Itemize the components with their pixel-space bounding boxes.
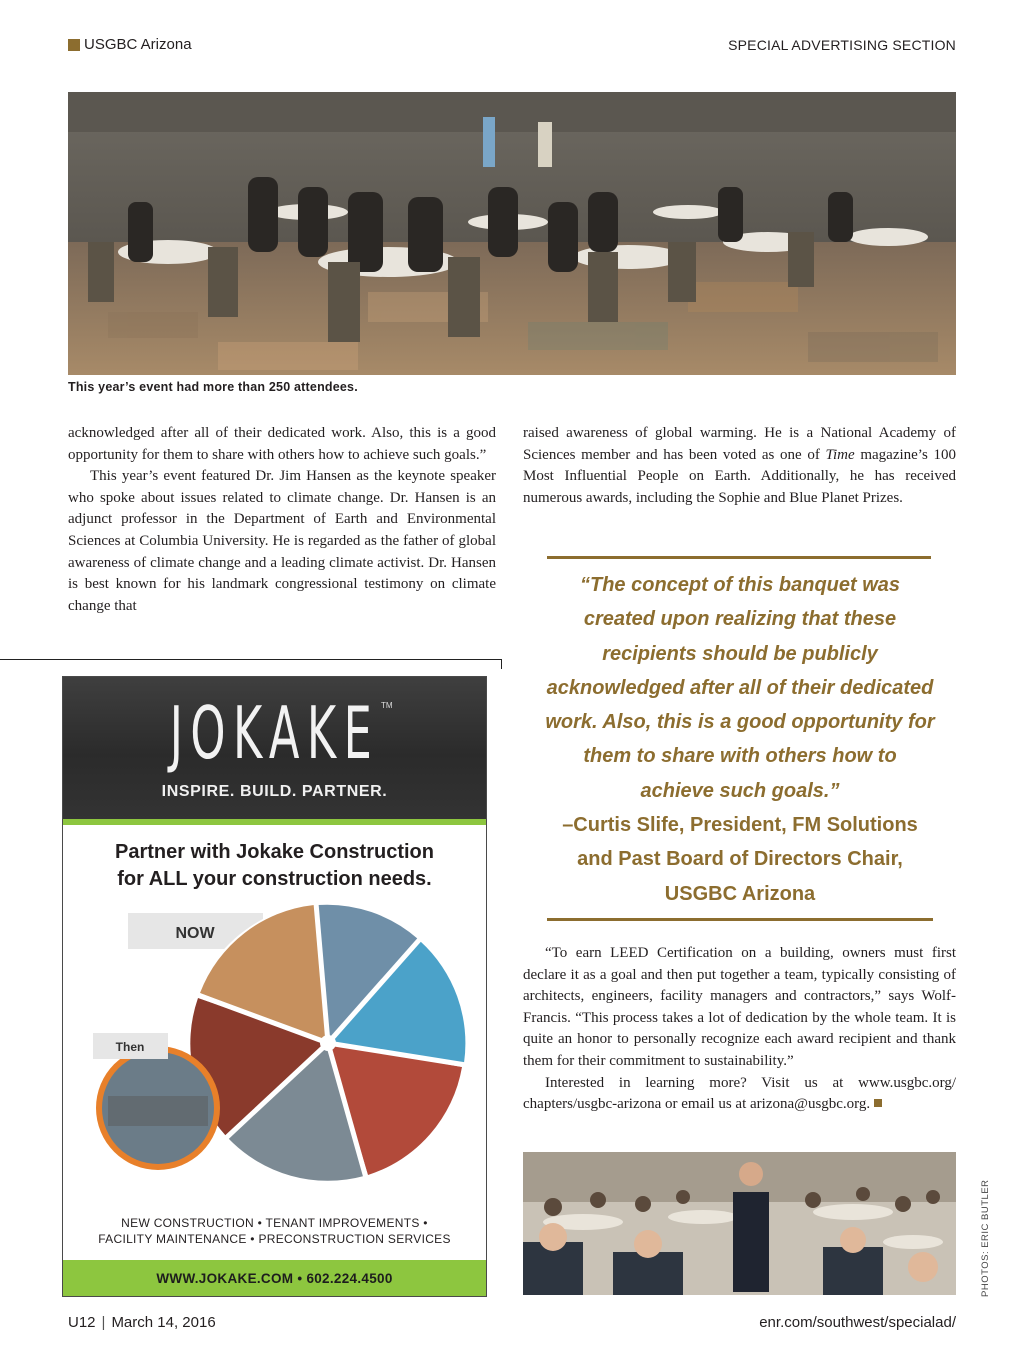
now-label: NOW	[175, 925, 215, 942]
page-footer-left	[68, 1314, 216, 1331]
services-line: FACILITY MAINTENANCE • PRECONSTRUCTION SERVICES	[98, 1231, 451, 1246]
advertising-section-label: SPECIAL ADVERTISING SECTION	[728, 37, 956, 53]
paragraph	[523, 423, 956, 509]
end-mark-icon	[874, 1099, 882, 1107]
article-column-right-bottom	[523, 943, 956, 1116]
magazine-name: Time	[825, 446, 855, 463]
ad-headline-line: for ALL your construction needs.	[117, 868, 432, 890]
issue-date: March 14, 2016	[111, 1314, 216, 1331]
text-run: raised awareness of global warming. He is a National Academy of Sciences member and has been voted as one of	[523, 425, 956, 463]
section-name: USGBC Arizona	[84, 36, 192, 53]
then-label: Then	[115, 1040, 145, 1054]
pullquote-attribution: –Curtis Slife, President, FM Solutions and Past Board of Directors Chair, USGBC Arizona	[562, 814, 918, 905]
ad-headline-line: Partner with Jokake Construction	[115, 841, 434, 863]
services-line: NEW CONSTRUCTION • TENANT IMPROVEMENTS •	[121, 1216, 428, 1230]
jokake-advertisement[interactable]	[62, 676, 487, 1297]
text-run: Interested in learning more? Visit us at www.usgbc.org/ chapters/usgbc-arizona or email us at arizona@usgbc.org.	[523, 1074, 956, 1113]
ad-contact-bar[interactable]	[63, 1260, 486, 1296]
pullquote	[545, 568, 935, 911]
footer-url[interactable]: enr.com/southwest/specialad/	[759, 1314, 956, 1331]
paragraph: acknowledged after all of their dedicated work. Also, this is a good opportunity for them to share with others how to achieve such goals.”	[68, 425, 496, 463]
page-number: U12	[68, 1314, 96, 1331]
ad-contact-text[interactable]: WWW.JOKAKE.COM • 602.224.4500	[156, 1270, 393, 1286]
paragraph: “To earn LEED Certification on a building, owners must first declare it as a goal and then put together a team, typically consisting of architects, engineers, facility managers and contractors,” says Wolf-Francis. “This process takes a lot of dedication by the whole team. It is quite an honor to personally recognize each award recipient and thank them for their commitment to sustainability.”	[523, 945, 956, 1069]
photo-caption: This year’s event had more than 250 attendees.	[68, 380, 358, 394]
ad-services-list	[63, 1216, 486, 1247]
article-column-right-top	[523, 423, 956, 509]
ad-divider-corner	[501, 659, 502, 669]
ad-divider	[0, 659, 502, 660]
pullquote-rule-bottom	[547, 918, 933, 921]
section-header	[68, 36, 192, 53]
paragraph: This year’s event featured Dr. Jim Hansen as the keynote speaker who spoke about issues related to climate change. Dr. Hansen is an adjunct professor in the Department of Earth and Environmental Sciences at Columbia University. He is regarded as the father of global awareness of climate change and a leading climate activist. Dr. Hansen is best known for his landmark congressional testimony on climate change that	[68, 468, 496, 614]
keynote-audience-photo	[523, 1152, 956, 1295]
photo-credit: PHOTOS: ERIC BUTLER	[980, 1179, 991, 1297]
banquet-hall-photo	[68, 92, 956, 375]
trademark-mark: TM	[381, 701, 393, 710]
footer-separator: |	[101, 1314, 106, 1331]
paragraph	[523, 1073, 956, 1116]
pullquote-rule-top	[547, 556, 931, 559]
ad-banner-stripe	[63, 819, 486, 825]
pullquote-text: “The concept of this banquet was created upon realizing that these recipients should be publicly acknowledged after all of their dedicated work. Also, this is a good opportunity for them to share with others how to achieve such goals.”	[545, 574, 935, 802]
ad-tagline: INSPIRE. BUILD. PARTNER.	[161, 783, 388, 800]
article-column-left	[68, 423, 496, 617]
section-marker-icon	[68, 39, 80, 51]
now-then-photo-wheel	[93, 903, 473, 1193]
ad-headline	[63, 839, 486, 893]
jokake-logo: JOKAKE	[169, 691, 380, 775]
text-run: magazine’s 100 Most Influential People on Earth. Additionally, he has received numerous awards, including the Sophie and Blue Planet Prizes.	[523, 446, 956, 506]
